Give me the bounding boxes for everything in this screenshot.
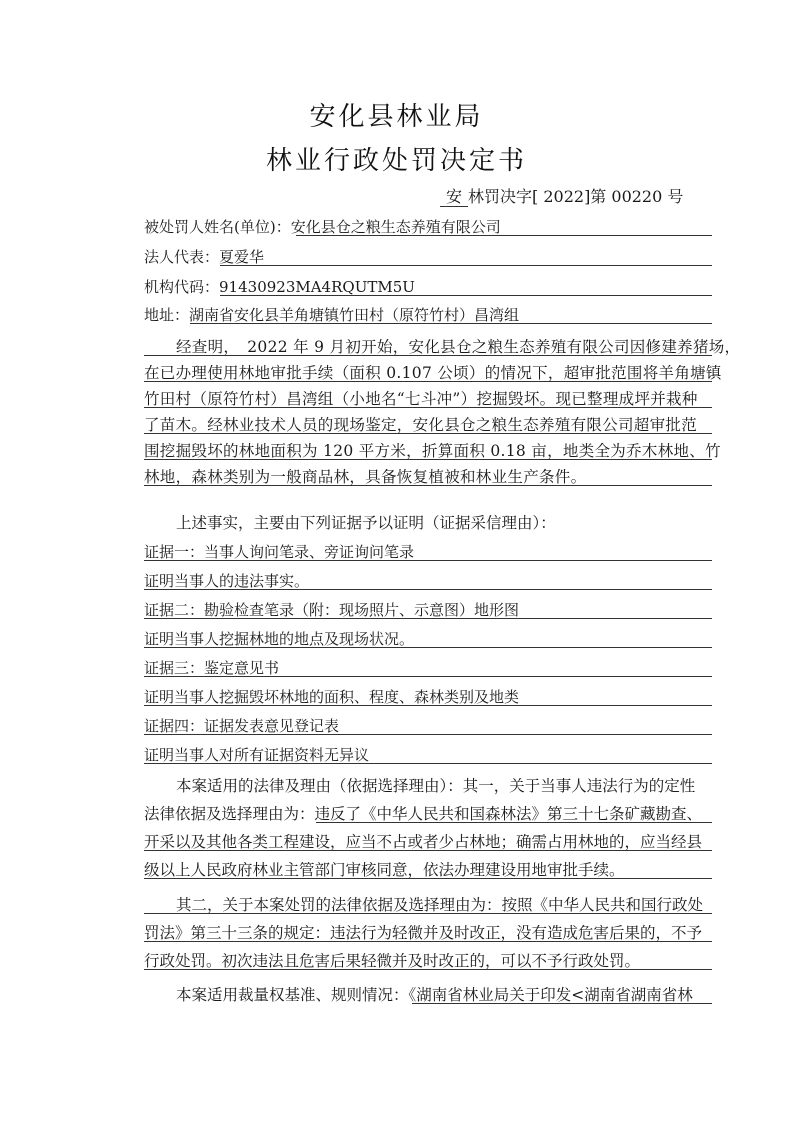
evidence-item: 证明当事人的违法事实。 (144, 572, 310, 590)
law-underline (412, 1003, 712, 1004)
law-p2-line2: 罚法》第三十三条的规定：违法行为轻微并及时改正，没有造成危害后果的，不予 (144, 924, 703, 942)
facts-underline (144, 485, 712, 486)
addr-underline (190, 323, 712, 324)
law-p2-line3: 行政处罚。初次违法且危害后果轻微并及时改正的，可以不予行政处罚。 (144, 952, 641, 970)
law-underline (316, 822, 712, 823)
law-p1-line1: 本案适用的法律及理由（依据选择理由）：其一，关于当事人违法行为的定性 (176, 777, 696, 795)
evidence-item: 证据四：证据发表意见登记表 (144, 717, 340, 735)
evidence-underline (144, 589, 712, 590)
evidence-underline (144, 676, 712, 677)
evidence-underline (144, 560, 712, 561)
evidence-underline (144, 618, 712, 619)
rep-label: 法人代表： (144, 248, 220, 266)
facts-line: 林地，森林类别为一般商品林，具备恢复植被和林业生产条件。 (144, 468, 587, 486)
evidence-item: 证明当事人挖掘毁坏林地的面积、程度、森林类别及地类 (144, 688, 520, 706)
law-p1-line4: 级以上人民政府林业主管部门审核同意，依法办理建设用地审批手续。 (144, 861, 625, 879)
facts-underline (144, 381, 712, 382)
evidence-intro: 上述事实，主要由下列证据予以证明（证据采信理由）： (176, 514, 556, 532)
facts-line: 围挖掘毁坏的林地面积为 120 平方米，折算面积 0.18 亩，地类全为乔木林地、竹 (144, 442, 721, 460)
evidence-underline (144, 734, 712, 735)
doc-number-text: 林罚决字[ 2022]第 00220 号 (468, 187, 684, 206)
evidence-item: 证明当事人对所有证据资料无异议 (144, 746, 370, 764)
party-value: 安化县仓之粮生态养殖有限公司 (290, 218, 501, 236)
rep-field (144, 246, 264, 267)
law-underline (144, 941, 712, 942)
evidence-item: 证据一：当事人询问笔录、旁证询问笔录 (144, 543, 415, 561)
facts-underline (144, 407, 712, 408)
org-name: 安化县林业局 (309, 102, 484, 132)
code-label: 机构代码： (144, 278, 220, 296)
code-underline (220, 295, 712, 296)
document-number (440, 184, 683, 207)
evidence-item: 证明当事人挖掘林地的地点及现场状况。 (144, 630, 415, 648)
party-label: 被处罚人姓名(单位)： (144, 218, 291, 236)
law-p1-line2 (144, 802, 702, 824)
law-p2-line1: 其二，关于本案处罚的法律依据及选择理由为：按照《中华人民共和国行政处 (176, 896, 704, 914)
discretion-label: 本案适用裁量权基准、规则情况： (176, 986, 409, 1004)
evidence-underline (144, 763, 712, 764)
law-p1-line3: 开采以及其他各类工程建设，应当不占或者少占林地；确需占用林地的，应当经县 (144, 833, 703, 851)
law-underline (144, 913, 712, 914)
law-underline (144, 850, 712, 851)
party-field (144, 216, 501, 237)
facts-line: 在已办理使用林地审批手续（面积 0.107 公顷）的情况下，超审批范围将羊角塘镇 (144, 364, 722, 382)
law-basis-label: 法律依据及选择理由为： (144, 805, 315, 823)
law-underline (144, 969, 712, 970)
code-value: 91430923MA4RQUTM5U (219, 278, 415, 296)
law-basis-value: 违反了《中华人民共和国森林法》第三十七条矿藏勘查、 (314, 805, 703, 823)
addr-value: 湖南省安化县羊角塘镇竹田村（原符竹村）昌湾组 (189, 306, 520, 324)
evidence-item: 证据二：勘验检查笔录（附：现场照片、示意图）地形图 (144, 601, 520, 619)
facts-underline (144, 433, 712, 434)
party-underline (296, 235, 712, 236)
facts-line: 竹田村（原符竹村）昌湾组（小地名“七斗冲”）挖掘毁坏。现已整理成坪并栽种 (144, 390, 698, 408)
facts-paragraph (144, 335, 741, 505)
rep-underline (220, 265, 712, 266)
law-p3 (176, 983, 693, 1005)
discretion-value: 《湖南省林业局关于印发<湖南省湖南省林 (408, 986, 693, 1004)
law-underline (144, 878, 712, 879)
evidence-underline (144, 705, 712, 706)
facts-line: 经查明， 2022 年 9 月初开始，安化县仓之粮生态养殖有限公司因修建养猪场， (176, 338, 741, 356)
addr-label: 地址： (144, 306, 190, 324)
facts-line: 了苗木。经林业技术人员的现场鉴定，安化县仓之粮生态养殖有限公司超审批范 (144, 416, 698, 434)
facts-underline (144, 355, 712, 356)
doc-prefix: 安 (440, 187, 468, 207)
document-title: 林业行政处罚决定书 (265, 146, 527, 176)
evidence-item: 证据三：鉴定意见书 (144, 659, 280, 677)
facts-underline (144, 459, 712, 460)
code-field (144, 276, 415, 297)
evidence-underline (144, 647, 712, 648)
rep-value: 夏爱华 (219, 248, 265, 266)
addr-field (144, 304, 519, 325)
